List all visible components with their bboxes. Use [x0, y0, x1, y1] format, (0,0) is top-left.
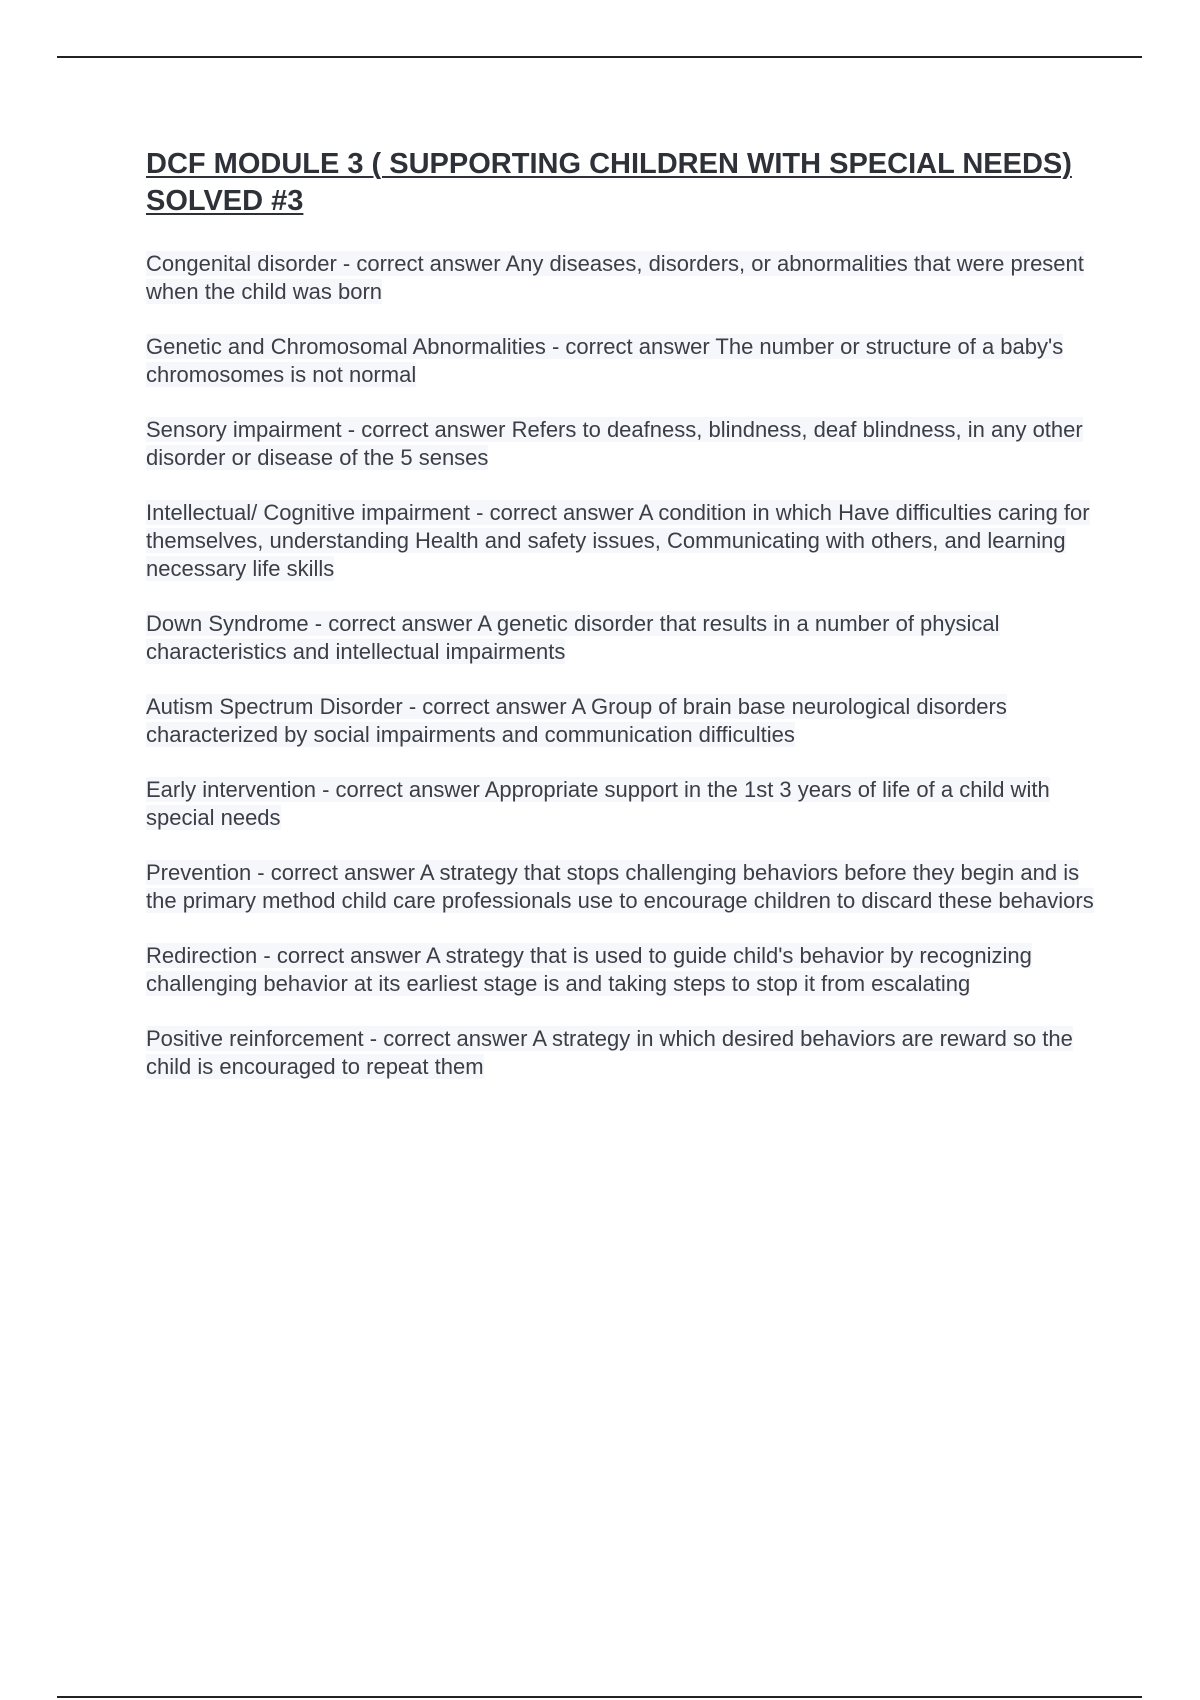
entry-definition: A condition in which Have difficulties caring for themselves, understanding Health and safety issues, Communicating with others, and learning necessary life skills	[146, 500, 1090, 581]
entry-definition: A strategy that is used to guide child's behavior by recognizing challenging behavior at its earliest stage is and taking steps to stop it from escalating	[146, 943, 1032, 996]
top-divider	[57, 56, 1142, 58]
entry-separator: - correct answer	[251, 860, 420, 885]
list-item	[146, 416, 1096, 472]
entry-term: Down Syndrome	[146, 611, 309, 636]
entry-list	[146, 250, 1096, 1081]
list-item	[146, 610, 1096, 666]
entry-separator: - correct answer	[336, 251, 506, 276]
entry-term: Early intervention	[146, 777, 316, 802]
entry-definition: A strategy that stops challenging behaviors before they begin and is the primary method child care professionals use to encourage children to discard these behaviors	[146, 860, 1094, 913]
entry-separator: - correct answer	[402, 694, 572, 719]
entry-term: Intellectual/ Cognitive impairment	[146, 500, 471, 525]
list-item	[146, 333, 1096, 389]
entry-term: Prevention	[146, 860, 252, 885]
entry-separator: - correct answer	[308, 611, 478, 636]
document-body	[146, 146, 1096, 1108]
entry-definition: A Group of brain base neurological disorders characterized by social impairments and communication difficulties	[146, 694, 1007, 747]
entry-definition: A strategy in which desired behaviors are reward so the child is encouraged to repeat them	[146, 1026, 1073, 1079]
entry-term: Positive reinforcement	[146, 1026, 364, 1051]
entry-term: Congenital disorder	[146, 251, 337, 276]
entry-term: Sensory impairment	[146, 417, 342, 442]
list-item	[146, 1025, 1096, 1081]
list-item	[146, 859, 1096, 915]
entry-term: Redirection	[146, 943, 258, 968]
entry-separator: - correct answer	[470, 500, 639, 525]
entry-term: Genetic and Chromosomal Abnormalities	[146, 334, 546, 359]
entry-definition: The number or structure of a baby's chromosomes is not normal	[146, 334, 1064, 387]
list-item	[146, 942, 1096, 998]
list-item	[146, 693, 1096, 749]
list-item	[146, 499, 1096, 583]
list-item	[146, 250, 1096, 306]
list-item	[146, 776, 1096, 832]
entry-separator: - correct answer	[257, 943, 426, 968]
entry-separator: - correct answer	[363, 1026, 533, 1051]
entry-separator: - correct answer	[341, 417, 512, 442]
bottom-divider	[57, 1696, 1142, 1698]
entry-separator: - correct answer	[315, 777, 485, 802]
entry-definition: Appropriate support in the 1st 3 years of life of a child with special needs	[146, 777, 1050, 830]
entry-term: Autism Spectrum Disorder	[146, 694, 403, 719]
entry-definition: A genetic disorder that results in a number of physical characteristics and intellectual impairments	[146, 611, 1000, 664]
page-title: DCF MODULE 3 ( SUPPORTING CHILDREN WITH SPECIAL NEEDS) SOLVED #3	[146, 148, 1072, 217]
entry-definition: Refers to deafness, blindness, deaf blindness, in any other disorder or disease of the 5 senses	[146, 417, 1083, 470]
entry-definition: Any diseases, disorders, or abnormalities that were present when the child was born	[146, 251, 1084, 304]
entry-separator: - correct answer	[545, 334, 716, 359]
